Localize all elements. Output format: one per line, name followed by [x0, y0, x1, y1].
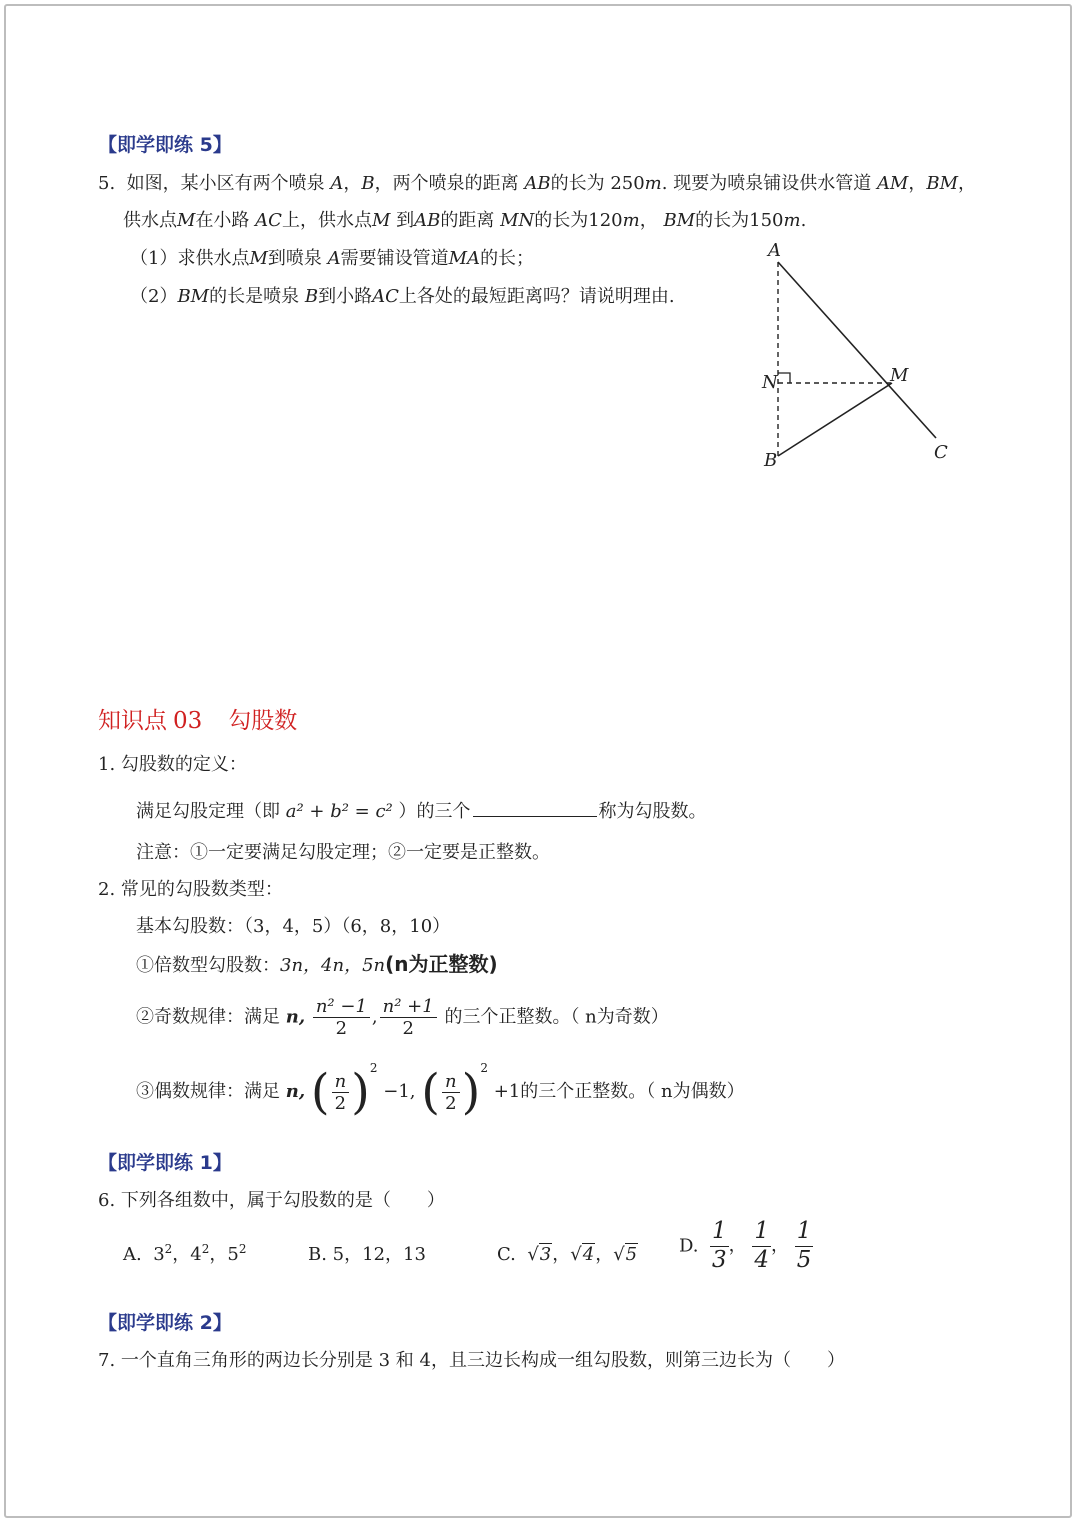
drill-2-title: 【即学即练 2】 — [98, 1312, 232, 1334]
label-B: B — [764, 450, 778, 471]
right-angle-mark — [778, 373, 790, 383]
drill-1-title: 【即学即练 1】 — [98, 1152, 232, 1174]
question-6: 6. 下列各组数中，属于勾股数的是（ ） — [98, 1190, 445, 1211]
types-basic: 基本勾股数：（3，4，5）（6，8，10） — [136, 916, 451, 937]
types-odd-rule: ②奇数规律：满足 n, $\frac{\text{n² −1}}{2}$ , $\frac{\text{n² +1}}{2}$ 的三个正整数。（ n为奇数） — [136, 996, 669, 1039]
definition-note: 注意：①一定要满足勾股定理；②一定要是正整数。 — [136, 842, 550, 863]
geometry-figure — [740, 230, 970, 480]
label-A: A — [768, 240, 781, 261]
question-5-sub-2: （2）BM的长是喷泉 B到小路AC上各处的最短距离吗？请说明理由. — [130, 286, 675, 307]
option-d: D. $\frac{1}{3}$， $\frac{1}{4}$， $\frac{1}{5}$ — [679, 1218, 812, 1273]
question-5-line-2: 供水点M在小路 AC上，供水点M 到AB的距离 MN的长为120m， BM的长为150m. — [123, 210, 807, 231]
even-fraction-2: $\frac{n}{2}$ — [442, 1071, 460, 1114]
types-heading: 2. 常见的勾股数类型： — [98, 879, 283, 900]
label-C: C — [934, 442, 948, 463]
option-c: C. √3，√4，√5 — [497, 1244, 638, 1265]
odd-fraction-2: $\frac{\text{n² +1}}{2}$ — [380, 996, 437, 1039]
types-multiple: ①倍数型勾股数：3n，4n，5n(n为正整数) — [136, 952, 498, 976]
label-N: N — [762, 372, 778, 393]
question-5-line-1: 5. 如图，某小区有两个喷泉 A，B，两个喷泉的距离 AB的长为 250m. 现要为喷泉铺设供水管道 AM，BM， — [98, 173, 977, 194]
types-even-rule: ③偶数规律：满足 n, ( $\frac{n}{2}$ )$^2$ −1, ( $\frac{n}{2}$ )$^2$ +1的三个正整数。（ n为偶数） — [136, 1061, 745, 1120]
option-a: A. $3^2$，$4^2$，$5^2$ — [123, 1242, 247, 1265]
section-title: 知识点 03 勾股数 — [98, 708, 298, 734]
question-5-sub-1: （1）求供水点M到喷泉 A需要铺设管道MA的长； — [130, 248, 535, 269]
drill-5-title: 【即学即练 5】 — [98, 134, 232, 156]
odd-fraction-1: $\frac{\text{n² −1}}{2}$ — [313, 996, 370, 1039]
even-fraction-1: $\frac{n}{2}$ — [332, 1071, 350, 1114]
definition-heading: 1. 勾股数的定义： — [98, 754, 247, 775]
label-M: M — [890, 365, 909, 386]
line-AC — [778, 262, 936, 438]
definition-line: 满足勾股定理（即 a² + b² = c² ）的三个 称为勾股数。 — [136, 797, 707, 823]
option-b: B. 5，12，13 — [308, 1244, 426, 1265]
line-BM — [778, 383, 892, 456]
pythagorean-formula: a² + b² = c² — [285, 801, 393, 822]
fill-blank — [473, 798, 597, 817]
question-7: 7. 一个直角三角形的两边长分别是 3 和 4，且三边长构成一组勾股数，则第三边长为（ ） — [98, 1350, 845, 1371]
